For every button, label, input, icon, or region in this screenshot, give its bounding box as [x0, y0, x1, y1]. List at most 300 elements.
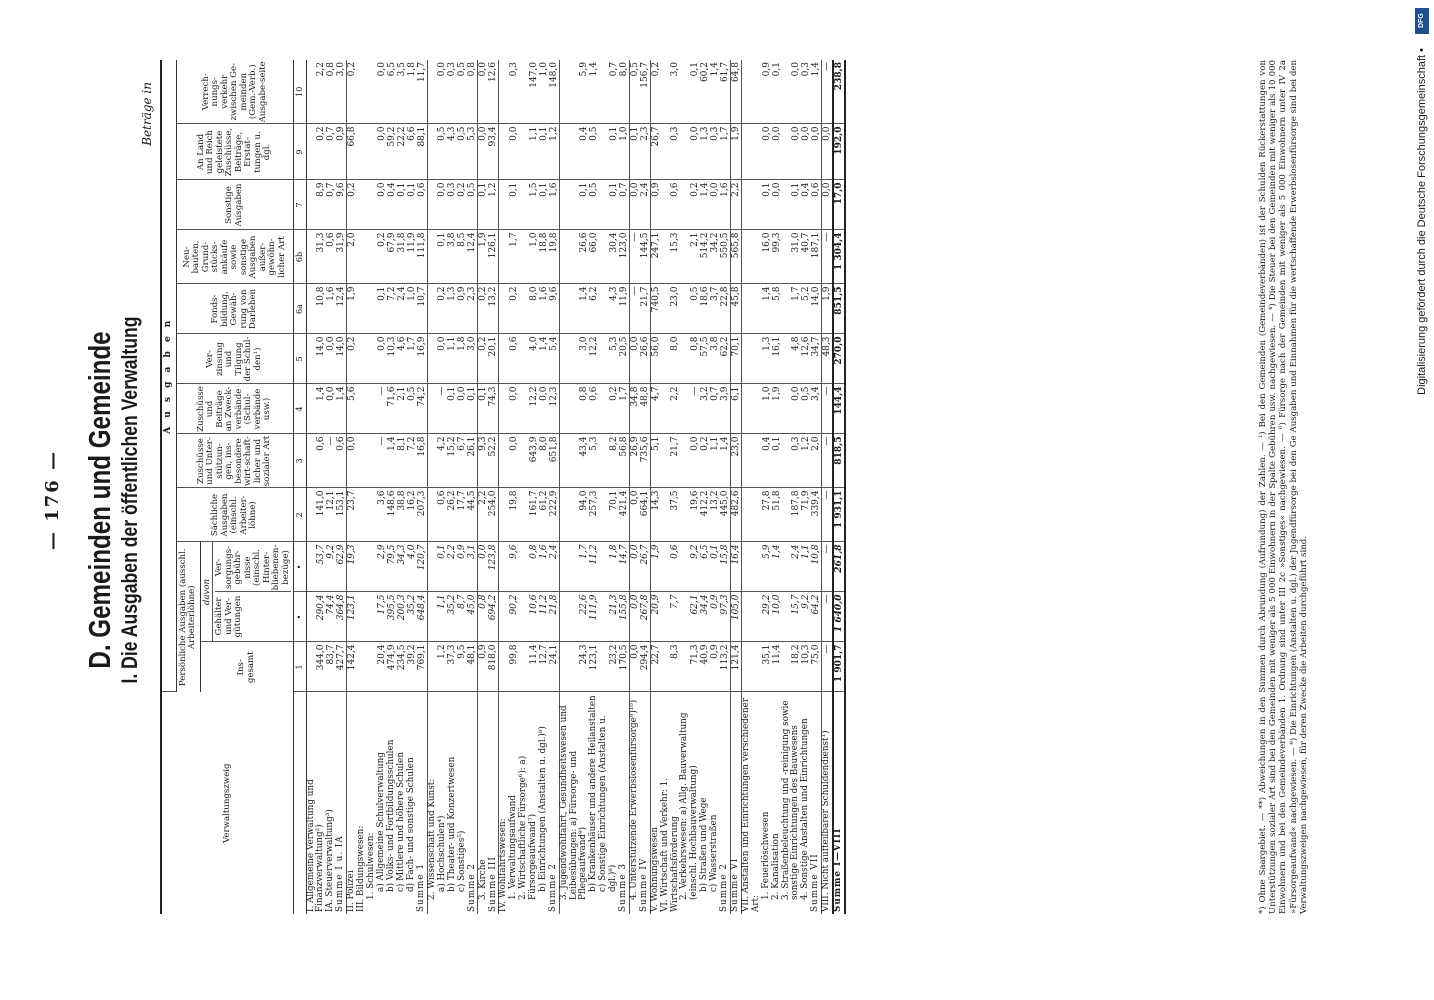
value-cell: 31,8: [397, 230, 407, 284]
header-neubauten: Neu-bauten, Grund-stücks-ankäufe sowie sonstige Ausgaben außer-gewöhn-licher Art: [176, 230, 294, 284]
table-row: [478, 60, 489, 914]
value-cell: 71,6: [387, 384, 397, 434]
header-davon: davon: [203, 543, 214, 642]
value-cell: 120,7: [417, 542, 428, 592]
value-cell: [742, 592, 762, 642]
value-cell: 9,3: [478, 434, 489, 488]
value-cell: 8,7: [457, 592, 467, 642]
value-cell: 0,6: [336, 434, 347, 488]
value-cell: [499, 284, 509, 334]
value-cell: 34,2: [710, 230, 720, 284]
value-cell: 648,4: [417, 592, 428, 642]
value-cell: 5,1: [650, 434, 661, 488]
value-cell: 0,8: [680, 334, 700, 384]
value-cell: 0,0: [811, 124, 822, 180]
value-cell: 1,3: [447, 284, 457, 334]
value-cell: —: [822, 542, 834, 592]
value-cell: —: [822, 384, 834, 434]
value-cell: 651,8: [549, 434, 560, 488]
value-cell: 62,1: [680, 592, 700, 642]
value-cell: [742, 284, 762, 334]
value-cell: 565,8: [731, 230, 742, 284]
value-cell: 0,3: [447, 180, 457, 230]
header-ausgaben: A u s g a b e n: [161, 60, 176, 692]
value-cell: [427, 124, 437, 180]
value-cell: 0,7: [326, 124, 336, 180]
value-cell: 187,1: [811, 230, 822, 284]
colnum-cell: 7: [294, 180, 307, 230]
value-cell: 222,9: [549, 488, 560, 542]
value-cell: 270,0: [833, 334, 845, 384]
value-cell: 0,0: [457, 384, 467, 434]
row-label: Summe 1: [417, 692, 428, 914]
value-cell: [499, 592, 509, 642]
value-cell: 0,9: [457, 542, 467, 592]
table-row: [326, 60, 336, 914]
value-cell: 247,1: [650, 230, 661, 284]
value-cell: 23,0: [661, 284, 681, 334]
value-cell: 3,6: [377, 488, 387, 542]
value-cell: 9,5: [457, 642, 467, 692]
table-row: [437, 60, 447, 914]
header-verrech: Verrech-nungs-verkehr zwischen Ge-meinden (Gem.-Verb.) Ausgabe-seite: [176, 60, 294, 124]
value-cell: 0,6: [811, 180, 822, 230]
value-cell: 0,1: [599, 124, 619, 180]
value-cell: 0,0: [629, 488, 640, 542]
value-cell: 0,9: [710, 642, 720, 692]
value-cell: 427,7: [336, 642, 347, 692]
header-insg: Ins-gesamt: [200, 642, 294, 692]
value-cell: 0,2: [599, 384, 619, 434]
row-label: Summe 2: [720, 692, 731, 914]
row-label: 1. Feuerlöschwesen: [760, 811, 771, 900]
value-cell: —: [629, 230, 640, 284]
value-cell: [357, 488, 367, 542]
value-cell: 3,8: [447, 230, 457, 284]
value-cell: 19,6: [680, 488, 700, 542]
row-label: d) Fach- und sonstige Schulen: [405, 757, 416, 892]
header-sonstige: Sonstige Ausgaben: [176, 180, 294, 230]
value-cell: 4,8: [782, 334, 802, 384]
header-sachl: Sächliche Ausgaben (einschl. Arbeiter-löhne): [176, 488, 294, 542]
value-cell: 0,5: [467, 180, 478, 230]
value-cell: 0,0: [377, 334, 387, 384]
row-label: c) Sonstige Einrichtungen (Anstalten u. dgl.)⁸): [598, 715, 619, 892]
value-cell: 9,2: [801, 592, 811, 642]
value-cell: 0,5: [589, 124, 599, 180]
value-cell: 267,8: [640, 592, 651, 642]
value-cell: 56,0: [650, 334, 661, 384]
value-cell: [357, 542, 367, 592]
value-cell: 261,8: [833, 542, 845, 592]
value-cell: [427, 334, 437, 384]
value-cell: 38,8: [397, 488, 407, 542]
value-cell: 1,6: [326, 284, 336, 334]
value-cell: 66,0: [589, 230, 599, 284]
value-cell: 14,3: [650, 488, 661, 542]
value-cell: [357, 642, 367, 692]
value-cell: 26,1: [467, 434, 478, 488]
value-cell: 1,2: [488, 180, 499, 230]
sum-row: [720, 60, 731, 914]
value-cell: —: [377, 434, 387, 488]
value-cell: 238,8: [833, 60, 845, 124]
colnum-cell: 10: [294, 60, 307, 124]
value-cell: 1,0: [539, 60, 549, 124]
value-cell: 0,5: [457, 124, 467, 180]
value-cell: 10,3: [387, 334, 397, 384]
value-cell: 1,1: [519, 124, 539, 180]
value-cell: 0,3: [509, 60, 519, 124]
value-cell: 0,2: [509, 284, 519, 334]
value-cell: 57,5: [700, 334, 710, 384]
value-cell: 0,2: [680, 180, 700, 230]
value-cell: 26,7: [650, 124, 661, 180]
value-cell: 15,2: [447, 434, 457, 488]
value-cell: 8,0: [619, 60, 630, 124]
value-cell: 1,4: [762, 284, 772, 334]
value-cell: 22,2: [397, 124, 407, 180]
value-cell: 0,8: [467, 60, 478, 124]
value-cell: 37,3: [447, 642, 457, 692]
value-cell: 1,4: [306, 384, 326, 434]
value-cell: 1,1: [710, 434, 720, 488]
value-cell: 0,1: [559, 180, 589, 230]
value-cell: 52,2: [488, 434, 499, 488]
value-cell: —: [822, 60, 834, 124]
value-cell: 0,0: [782, 124, 802, 180]
value-cell: 0,1: [467, 384, 478, 434]
value-cell: 60,2: [700, 60, 710, 124]
row-label: Summe III: [488, 692, 499, 914]
value-cell: 11,7: [417, 60, 428, 124]
expenditure-table: [160, 60, 846, 914]
value-cell: [499, 230, 509, 284]
value-cell: 0,0: [377, 60, 387, 124]
value-cell: 0,1: [629, 124, 640, 180]
value-cell: 0,3: [447, 60, 457, 124]
value-cell: 144,4: [833, 384, 845, 434]
value-cell: [427, 230, 437, 284]
value-cell: 0,1: [680, 60, 700, 124]
value-cell: 0,0: [801, 124, 811, 180]
row-label: b) Theater- und Konzertwesen: [446, 756, 457, 892]
value-cell: 79,5: [387, 542, 397, 592]
row-label: Summe VI: [731, 692, 742, 914]
sum-row: [417, 60, 428, 914]
value-cell: 8,1: [397, 434, 407, 488]
value-cell: 1,4: [559, 284, 589, 334]
value-cell: —: [377, 384, 387, 434]
value-cell: 21,7: [640, 284, 651, 334]
value-cell: 1,9: [822, 284, 834, 334]
value-cell: 0,0: [782, 384, 802, 434]
sum-row: [640, 60, 651, 914]
value-cell: 0,0: [629, 542, 640, 592]
value-cell: [499, 60, 509, 124]
value-cell: 0,5: [457, 60, 467, 124]
value-cell: 2,2: [447, 542, 457, 592]
value-cell: 4,0: [407, 542, 417, 592]
value-cell: 123,1: [589, 642, 599, 692]
sum-row: [488, 60, 499, 914]
value-cell: 0,2: [700, 434, 710, 488]
value-cell: 0,6: [661, 542, 681, 592]
value-cell: 0,1: [710, 542, 720, 592]
value-cell: 2,9: [377, 542, 387, 592]
row-label: Summe 3: [619, 692, 630, 914]
value-cell: 0,2: [437, 284, 447, 334]
page-number: — 176 —: [42, 449, 63, 551]
value-cell: 147,0: [519, 60, 539, 124]
row-label: 3. Jugendwohlfahrt, Gesundheitswesen und Leibesübungen: a) Fürsorge- und Pflegeaufwand⁹): [558, 705, 589, 900]
value-cell: 34,3: [397, 542, 407, 592]
value-cell: 0,9: [457, 284, 467, 334]
value-cell: 694,2: [488, 592, 499, 642]
value-cell: 1,7: [619, 384, 630, 434]
value-cell: 5,8: [772, 284, 782, 334]
value-cell: 1 640,0: [833, 592, 845, 642]
value-cell: 0,0: [772, 180, 782, 230]
value-cell: 16,0: [762, 230, 772, 284]
value-cell: [499, 124, 509, 180]
value-cell: 1,6: [539, 284, 549, 334]
value-cell: 0,0: [629, 180, 640, 230]
table-row: [457, 60, 467, 914]
value-cell: 111,9: [589, 592, 599, 642]
value-cell: 74,3: [488, 384, 499, 434]
value-cell: 30,4: [599, 230, 619, 284]
value-cell: 0,0: [437, 180, 447, 230]
value-cell: 445,0: [720, 488, 731, 542]
row-label: 2. Wissenschaft und Kunst:: [426, 778, 437, 900]
section-heading-row: [427, 60, 437, 914]
value-cell: 2,3: [640, 124, 651, 180]
row-label: a) Allgemeine Schulverwaltung: [375, 752, 386, 892]
header-zusch-zweck: Zuschüsse und Beiträge an Zweck-verbände (Schul-verbände usw.): [176, 384, 294, 434]
value-cell: 2,4: [397, 284, 407, 334]
value-cell: 395,5: [387, 592, 397, 642]
value-cell: 62,9: [336, 542, 347, 592]
header-davon-group: [200, 542, 294, 642]
value-cell: 53,7: [306, 542, 326, 592]
value-cell: 142,4: [347, 642, 358, 692]
value-cell: 0,0: [509, 434, 519, 488]
value-cell: 0,2: [347, 180, 358, 230]
value-cell: 12,6: [488, 60, 499, 124]
header-verzins: Ver-zinsung und Tilgung der Schul-den¹): [176, 334, 294, 384]
value-cell: 40,7: [801, 230, 811, 284]
value-cell: 0,8: [519, 542, 539, 592]
value-cell: 2,4: [782, 542, 802, 592]
table-row: [447, 60, 457, 914]
value-cell: 1,2: [437, 642, 447, 692]
value-cell: 1,1: [801, 542, 811, 592]
sum-row: [619, 60, 630, 914]
row-label: Summe VII: [811, 692, 822, 914]
value-cell: 18,8: [539, 230, 549, 284]
colnum-cell: 5: [294, 334, 307, 384]
row-label: a) Hochschulen⁴): [436, 815, 447, 892]
footnote: *) Ohne Saargebiet. — **) Abweichungen in den Summen durch Abrundung (Aufrundung) der Zahlen. — ¹) Bei den Gemeinden (Gemeindeverbänden) ist der Schulden Rückerstattungen von Unterstützungen sozialer Art sind bei den Gemeinden mit weniger als 5 000 Einwohnern in der Spalte Gebühren usw. nachgewiesen. — ⁴) Die Steuer bei den Gemeinden mit weniger als 10 000 Einwohnern und bei den Gemeindeverbänden 1. Ordnung sind unter III 2c »Sonstiges« nachgewiesen. — ⁶) Fürsorge nach der Gemeinden mit weniger als 5 000 Einwohnern unter IV 2a »Fürsorgeaufwand« nachgewiesen. — ⁸) Die Einrichtungen (Anstalten u. dgl.) der Jugendfürsorge bei den Ge Ausgaben und Einnahmen für die wertschaffende Erwerbslosenfürsorge sind bei den Verwaltungszweigen nachgewiesen, für deren Zwecke die Arbeiten durchgeführt sind.: [1258, 60, 1309, 914]
value-cell: 0,8: [326, 60, 336, 124]
value-cell: 48,3: [822, 334, 834, 384]
value-cell: 2,1: [680, 230, 700, 284]
value-cell: —: [822, 488, 834, 542]
value-cell: 14,7: [619, 542, 630, 592]
value-cell: 18,6: [700, 284, 710, 334]
value-cell: 1,2: [549, 124, 560, 180]
value-cell: 0,1: [772, 434, 782, 488]
value-cell: 83,7: [326, 642, 336, 692]
row-label: c) Wasserstraßen: [709, 814, 720, 892]
value-cell: [427, 180, 437, 230]
value-cell: [357, 284, 367, 334]
value-cell: 4,6: [397, 334, 407, 384]
value-cell: 0,5: [629, 60, 640, 124]
value-cell: [367, 434, 377, 488]
value-cell: 64,2: [811, 592, 822, 642]
value-cell: [427, 642, 437, 692]
value-cell: [742, 642, 762, 692]
value-cell: 11,4: [772, 642, 782, 692]
value-cell: 550,5: [720, 230, 731, 284]
value-cell: [742, 542, 762, 592]
value-cell: 0,1: [599, 180, 619, 230]
value-cell: 0,2: [306, 124, 326, 180]
value-cell: 0,1: [407, 180, 417, 230]
value-cell: 155,8: [619, 592, 630, 642]
value-cell: 482,6: [731, 488, 742, 542]
value-cell: 0,6: [589, 384, 599, 434]
value-cell: 22,7: [650, 642, 661, 692]
value-cell: 5,3: [467, 124, 478, 180]
table-row: [762, 60, 772, 914]
value-cell: 2,2: [661, 384, 681, 434]
value-cell: 0,7: [619, 180, 630, 230]
row-label: 4. Unterstützende Erwerbslosenfürsorge⁹)¹⁰): [629, 699, 640, 900]
value-cell: 3,0: [559, 334, 589, 384]
value-cell: 0,1: [397, 180, 407, 230]
value-cell: 0,1: [762, 180, 772, 230]
value-cell: 17,0: [833, 180, 845, 230]
value-cell: 21,3: [599, 592, 619, 642]
value-cell: 1,8: [407, 60, 417, 124]
value-cell: [367, 542, 377, 592]
value-cell: 0,0: [629, 592, 640, 642]
table-row: [539, 60, 549, 914]
row-label: c) Sonstiges⁵): [456, 830, 467, 892]
table-row: [822, 60, 834, 914]
value-cell: 8,0: [519, 284, 539, 334]
value-cell: 113,2: [720, 642, 731, 692]
value-cell: 3,7: [710, 284, 720, 334]
value-cell: [367, 642, 377, 692]
value-cell: 1,3: [762, 334, 772, 384]
value-cell: 121,4: [731, 642, 742, 692]
value-cell: 90,2: [509, 592, 519, 642]
value-cell: [357, 592, 367, 642]
row-label: 3. Straßenbeleuchtung und -reinigung sowie sonstige Einrichtungen des Bauwesens: [780, 700, 801, 900]
colnum-blank: [294, 692, 307, 914]
value-cell: [427, 488, 437, 542]
value-cell: 643,9: [519, 434, 539, 488]
value-cell: 2,1: [397, 384, 407, 434]
table-body: [306, 60, 845, 914]
value-cell: 0,3: [661, 124, 681, 180]
value-cell: [499, 488, 509, 542]
value-cell: [427, 60, 437, 124]
value-cell: —: [629, 284, 640, 334]
value-cell: [742, 434, 762, 488]
value-cell: 43,4: [559, 434, 589, 488]
value-cell: 5,9: [762, 542, 772, 592]
row-label: V. Wohnungswesen: [650, 826, 661, 912]
value-cell: 12,4: [467, 230, 478, 284]
dfg-logo: DFG: [1415, 8, 1429, 34]
value-cell: 1,9: [731, 124, 742, 180]
value-cell: 344,0: [306, 642, 326, 692]
value-cell: 2,2: [478, 488, 489, 542]
value-cell: 1,0: [762, 384, 772, 434]
value-cell: [742, 384, 762, 434]
value-cell: 8,0: [539, 434, 549, 488]
row-label: III. Bildungswesen:: [356, 825, 367, 912]
header-versorg: Ver-sorgungs-gebühr-nisse (einschl. Hinter-bliebenen-bezüge): [214, 544, 291, 591]
header-fonds: Fonds-bildung, Gewäh-rung von Darlehen: [176, 284, 294, 334]
value-cell: 3,4: [811, 384, 822, 434]
value-cell: 11,4: [519, 642, 539, 692]
row-label: b) Einrichtungen (Anstalten u. dgl.)⁸): [538, 726, 549, 892]
value-cell: 56,8: [619, 434, 630, 488]
value-cell: 0,0: [680, 124, 700, 180]
value-cell: [742, 180, 762, 230]
value-cell: 1,4: [772, 542, 782, 592]
value-cell: 0,1: [437, 542, 447, 592]
value-cell: 2,2: [731, 180, 742, 230]
value-cell: 0,7: [599, 60, 619, 124]
value-cell: 0,2: [478, 284, 489, 334]
value-cell: 5,6: [347, 384, 358, 434]
value-cell: 9,6: [549, 284, 560, 334]
value-cell: 0,6: [326, 230, 336, 284]
value-cell: 0,9: [478, 642, 489, 692]
value-cell: 0,1: [539, 124, 549, 180]
value-cell: 21,7: [661, 434, 681, 488]
value-cell: 0,5: [680, 284, 700, 334]
value-cell: 11,9: [619, 284, 630, 334]
row-label: VI. Wirtschaft und Verkehr: 1. Wirtschaftsförderung: [659, 777, 680, 912]
value-cell: 1,4: [700, 180, 710, 230]
value-cell: 5,9: [559, 60, 589, 124]
value-cell: 22,8: [720, 284, 731, 334]
value-cell: 34,8: [629, 384, 640, 434]
value-cell: 29,2: [762, 592, 772, 642]
value-cell: 59,2: [387, 124, 397, 180]
value-cell: 0,6: [306, 434, 326, 488]
value-cell: 12,1: [326, 488, 336, 542]
value-cell: 23,7: [347, 488, 358, 542]
value-cell: 0,6: [509, 334, 519, 384]
value-cell: 1,4: [387, 434, 397, 488]
row-label: IV. Wohlfahrtswesen:: [498, 818, 509, 912]
value-cell: —: [822, 592, 834, 642]
value-cell: 48,8: [640, 384, 651, 434]
value-cell: 0,3: [710, 124, 720, 180]
expenditure-table-container: [160, 60, 846, 914]
value-cell: 24,3: [559, 642, 589, 692]
value-cell: 26,6: [640, 334, 651, 384]
